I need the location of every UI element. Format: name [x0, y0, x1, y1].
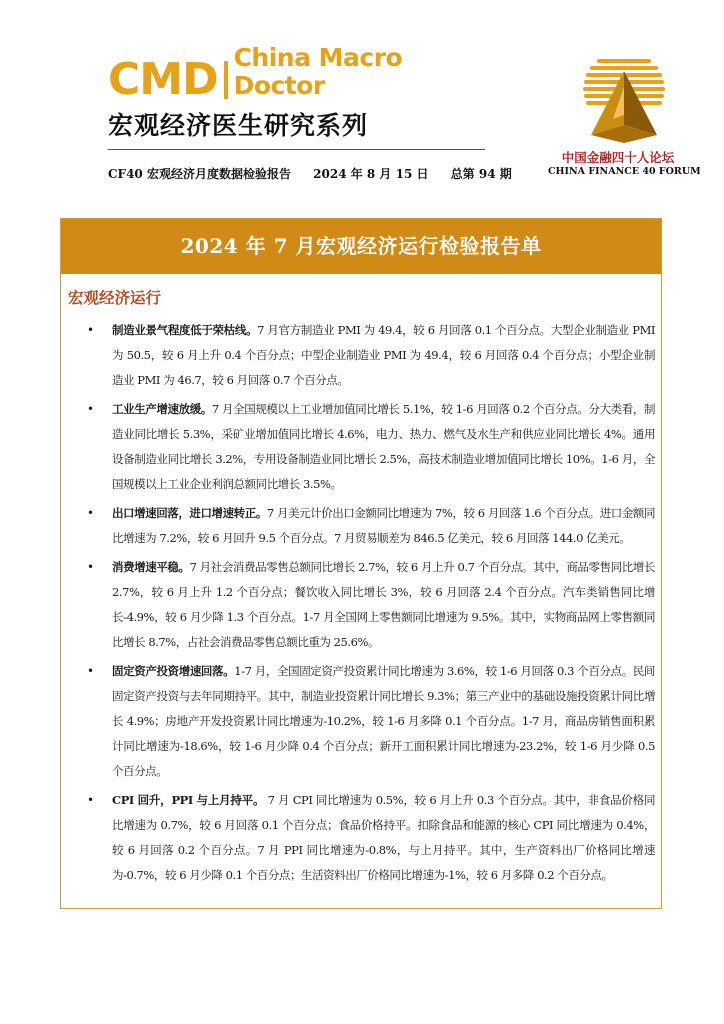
- item-heading: 出口增速回落，进口增速转正。: [112, 506, 267, 520]
- report-date: 2024 年 8 月 15 日: [313, 167, 429, 181]
- bullet-icon: •: [87, 560, 95, 574]
- bullet-icon: •: [87, 793, 95, 807]
- item-heading: 固定资产投资增速回落。: [112, 664, 235, 678]
- list-item: [61, 788, 661, 888]
- item-body: 7 月美元计价出口金额同比增速为 7%，较 6 月回落 1.6 个百分点。进口金额同比增速为 7.2%，较 6 月回升 9.5 个百分点。7 月贸易顺差为 846.5 亿美元，较 6 月回落 144.0 亿美元。: [112, 506, 655, 545]
- item-body: 7 月社会消费品零售总额同比增长 2.7%，较 6 月上升 0.7 个百分点。其中，商品零售同比增长 2.7%，较 6 月上升 1.2 个百分点；餐饮收入同比增长 3%，较 6 月回落 2.4 个百分点。汽车类销售同比增长-4.9%，较 6 月少降 1.3 个百分点。1-7 月全国网上零售额同比增速为 9.5%。其中，实物商品网上零售额同比增长 8.7%，占社会消费品零售总额比重为 25.6%。: [112, 560, 655, 649]
- bullet-icon: •: [87, 323, 95, 337]
- item-heading: CPI 回升，PPI 与上月持平。: [112, 793, 265, 807]
- list-item: [61, 659, 661, 784]
- bullet-icon: •: [87, 506, 95, 520]
- brand-short: CMD: [108, 54, 218, 105]
- issue-line: [108, 165, 530, 182]
- report-item-list: [61, 318, 661, 888]
- item-body: 7 月 CPI 同比增速为 0.5%，较 6 月上升 0.3 个百分点。其中，非食品价格同比增速为 0.7%，较 6 月回落 0.1 个百分点；食品价格持平。扣除食品和能源的核心 CPI 同比增速为 0.4%，较 6 月回落 0.2 个百分点。7 月 PPI 同比增速为-0.8%，与上月持平。其中，生产资料出厂价格同比增速为-0.7%，较 6 月少降 0.1 个百分点；生活资料出厂价格同比增速为-1%，较 6 月多降 0.2 个百分点。: [112, 793, 655, 882]
- item-body: 1-7 月，全国固定资产投资累计同比增速为 3.6%，较 1-6 月回落 0.3 个百分点。民间固定资产投资与去年同期持平。其中，制造业投资累计同比增长 9.3%；第三产业中的基础设施投资累计同比增长 4.9%；房地产开发投资累计同比增速为-10.2%，较 1-6 月多降 0.1 个百分点。1-7 月，商品房销售面积累计同比增速为-18.6%，较 1-6 月少降 0.4 个百分点；新开工面积累计同比增速为-23.2%，较 1-6 月少降 0.5 个百分点。: [112, 664, 655, 778]
- report-title: 2024 年 7 月宏观经济运行检验报告单: [61, 219, 661, 274]
- item-heading: 消费增速平稳。: [112, 560, 190, 574]
- list-item: [61, 318, 661, 393]
- brand-full: China Macro Doctor: [233, 43, 403, 100]
- forum-name-en: CHINA FINANCE 40 FORUM: [548, 166, 701, 177]
- report-code: CF40 宏观经济月度数据检验报告: [108, 167, 291, 181]
- item-body: 7 月全国规模以上工业增加值同比增长 5.1%，较 1-6 月回落 0.2 个百分点。分大类看，制造业同比增长 5.3%，采矿业增加值同比增长 4.6%，电力、热力、燃气及水生产和供应业同比增长 4%。通用设备制造业同比增长 3.2%，专用设备制造业同比增长 2.5%，高技术制造业增加值同比增长 10%。1-6 月，全国规模以上工业企业利润总额同比增长 3.5%。: [112, 402, 655, 491]
- bullet-icon: •: [87, 664, 95, 678]
- issue-number: 总第 94 期: [450, 167, 512, 181]
- section-title: 宏观经济运行: [68, 289, 162, 307]
- brand-row: [108, 43, 498, 105]
- report-card: [60, 218, 662, 909]
- cf40-pyramid-logo-icon: [583, 57, 665, 143]
- forum-name-cn: 中国金融四十人论坛: [561, 150, 675, 165]
- list-item: [61, 501, 661, 551]
- bullet-icon: •: [87, 402, 95, 416]
- list-item: [61, 397, 661, 497]
- item-heading: 工业生产增速放缓。: [112, 402, 212, 416]
- item-body: 7 月官方制造业 PMI 为 49.4，较 6 月回落 0.1 个百分点。大型企业制造业 PMI 为 50.5，较 6 月上升 0.4 个百分点；中型企业制造业 PMI 为 49.4，较 6 月回落 0.4 个百分点；小型企业制造业 PMI 为 46.7，较 6 月回落 0.7 个百分点。: [112, 323, 656, 387]
- brand-series-cn: 宏观经济医生研究系列: [108, 111, 369, 140]
- list-item: [61, 555, 661, 655]
- header-divider: [108, 149, 485, 150]
- header-brand: [108, 43, 498, 142]
- brand-divider: [224, 61, 228, 99]
- item-heading: 制造业景气程度低于荣枯线。: [112, 323, 258, 337]
